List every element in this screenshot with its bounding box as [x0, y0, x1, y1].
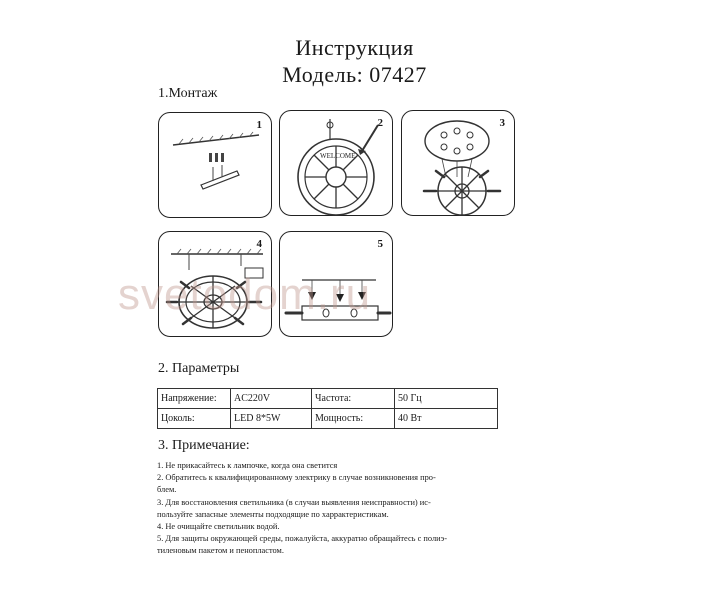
- mounting-plate-illustration: [402, 111, 516, 217]
- install-step-2: [279, 110, 393, 216]
- table-row: [158, 409, 498, 429]
- step-number: 4: [256, 238, 262, 250]
- parameters-table: [157, 388, 498, 429]
- note-line: 4. Не очищайте светильник водой.: [157, 522, 280, 532]
- param-label: Мощность:: [312, 409, 395, 429]
- note-line: 2. Обратитесь к квалифицированному электрику в случае возникновения про-: [157, 473, 436, 483]
- param-label: Напряжение:: [158, 389, 231, 409]
- notes-heading: 3. Примечание:: [158, 438, 250, 453]
- note-line: тиленовым пакетом и пенопластом.: [157, 546, 284, 556]
- model-number: Модель: 07427: [282, 62, 427, 87]
- step-number: 5: [377, 238, 383, 250]
- param-label: Частота:: [312, 389, 395, 409]
- note-line: 3. Для восстановления светильника (в случаи выявления неисправности) ис-: [157, 497, 431, 507]
- watermark: svetodom.ru: [118, 270, 372, 319]
- install-step-1: [158, 112, 272, 218]
- step-number: 2: [377, 117, 383, 129]
- parameters-heading: 2. Параметры: [158, 361, 240, 376]
- step-number: 3: [499, 117, 505, 129]
- note-line: пользуйте запасные элементы подходящие по харрактеристикам.: [157, 509, 389, 519]
- param-value: AC220V: [231, 389, 312, 409]
- note-line: 1. Не прикасайтесь к лампочке, когда она светится: [157, 461, 338, 470]
- installation-heading: 1.Монтаж: [158, 86, 218, 101]
- param-value: LED 8*5W: [231, 409, 312, 429]
- note-line: блем.: [157, 485, 177, 495]
- param-label: Цоколь:: [158, 409, 231, 429]
- document-title: Инструкция: [295, 35, 414, 60]
- param-value: 40 Вт: [395, 409, 498, 429]
- ceiling-bracket-illustration: [159, 113, 273, 219]
- install-step-3: [401, 110, 515, 216]
- notes-list: [157, 460, 517, 558]
- param-value: 50 Гц: [395, 389, 498, 409]
- wheel-wiring-illustration: [280, 111, 394, 217]
- welcome-sign-text: WELCOME: [320, 152, 356, 160]
- step-number: 1: [256, 119, 262, 131]
- table-row: [158, 389, 498, 409]
- note-line: 5. Для защиты окружающей среды, пожалуйста, аккуратно обращайтесь с полиэ-: [157, 534, 447, 544]
